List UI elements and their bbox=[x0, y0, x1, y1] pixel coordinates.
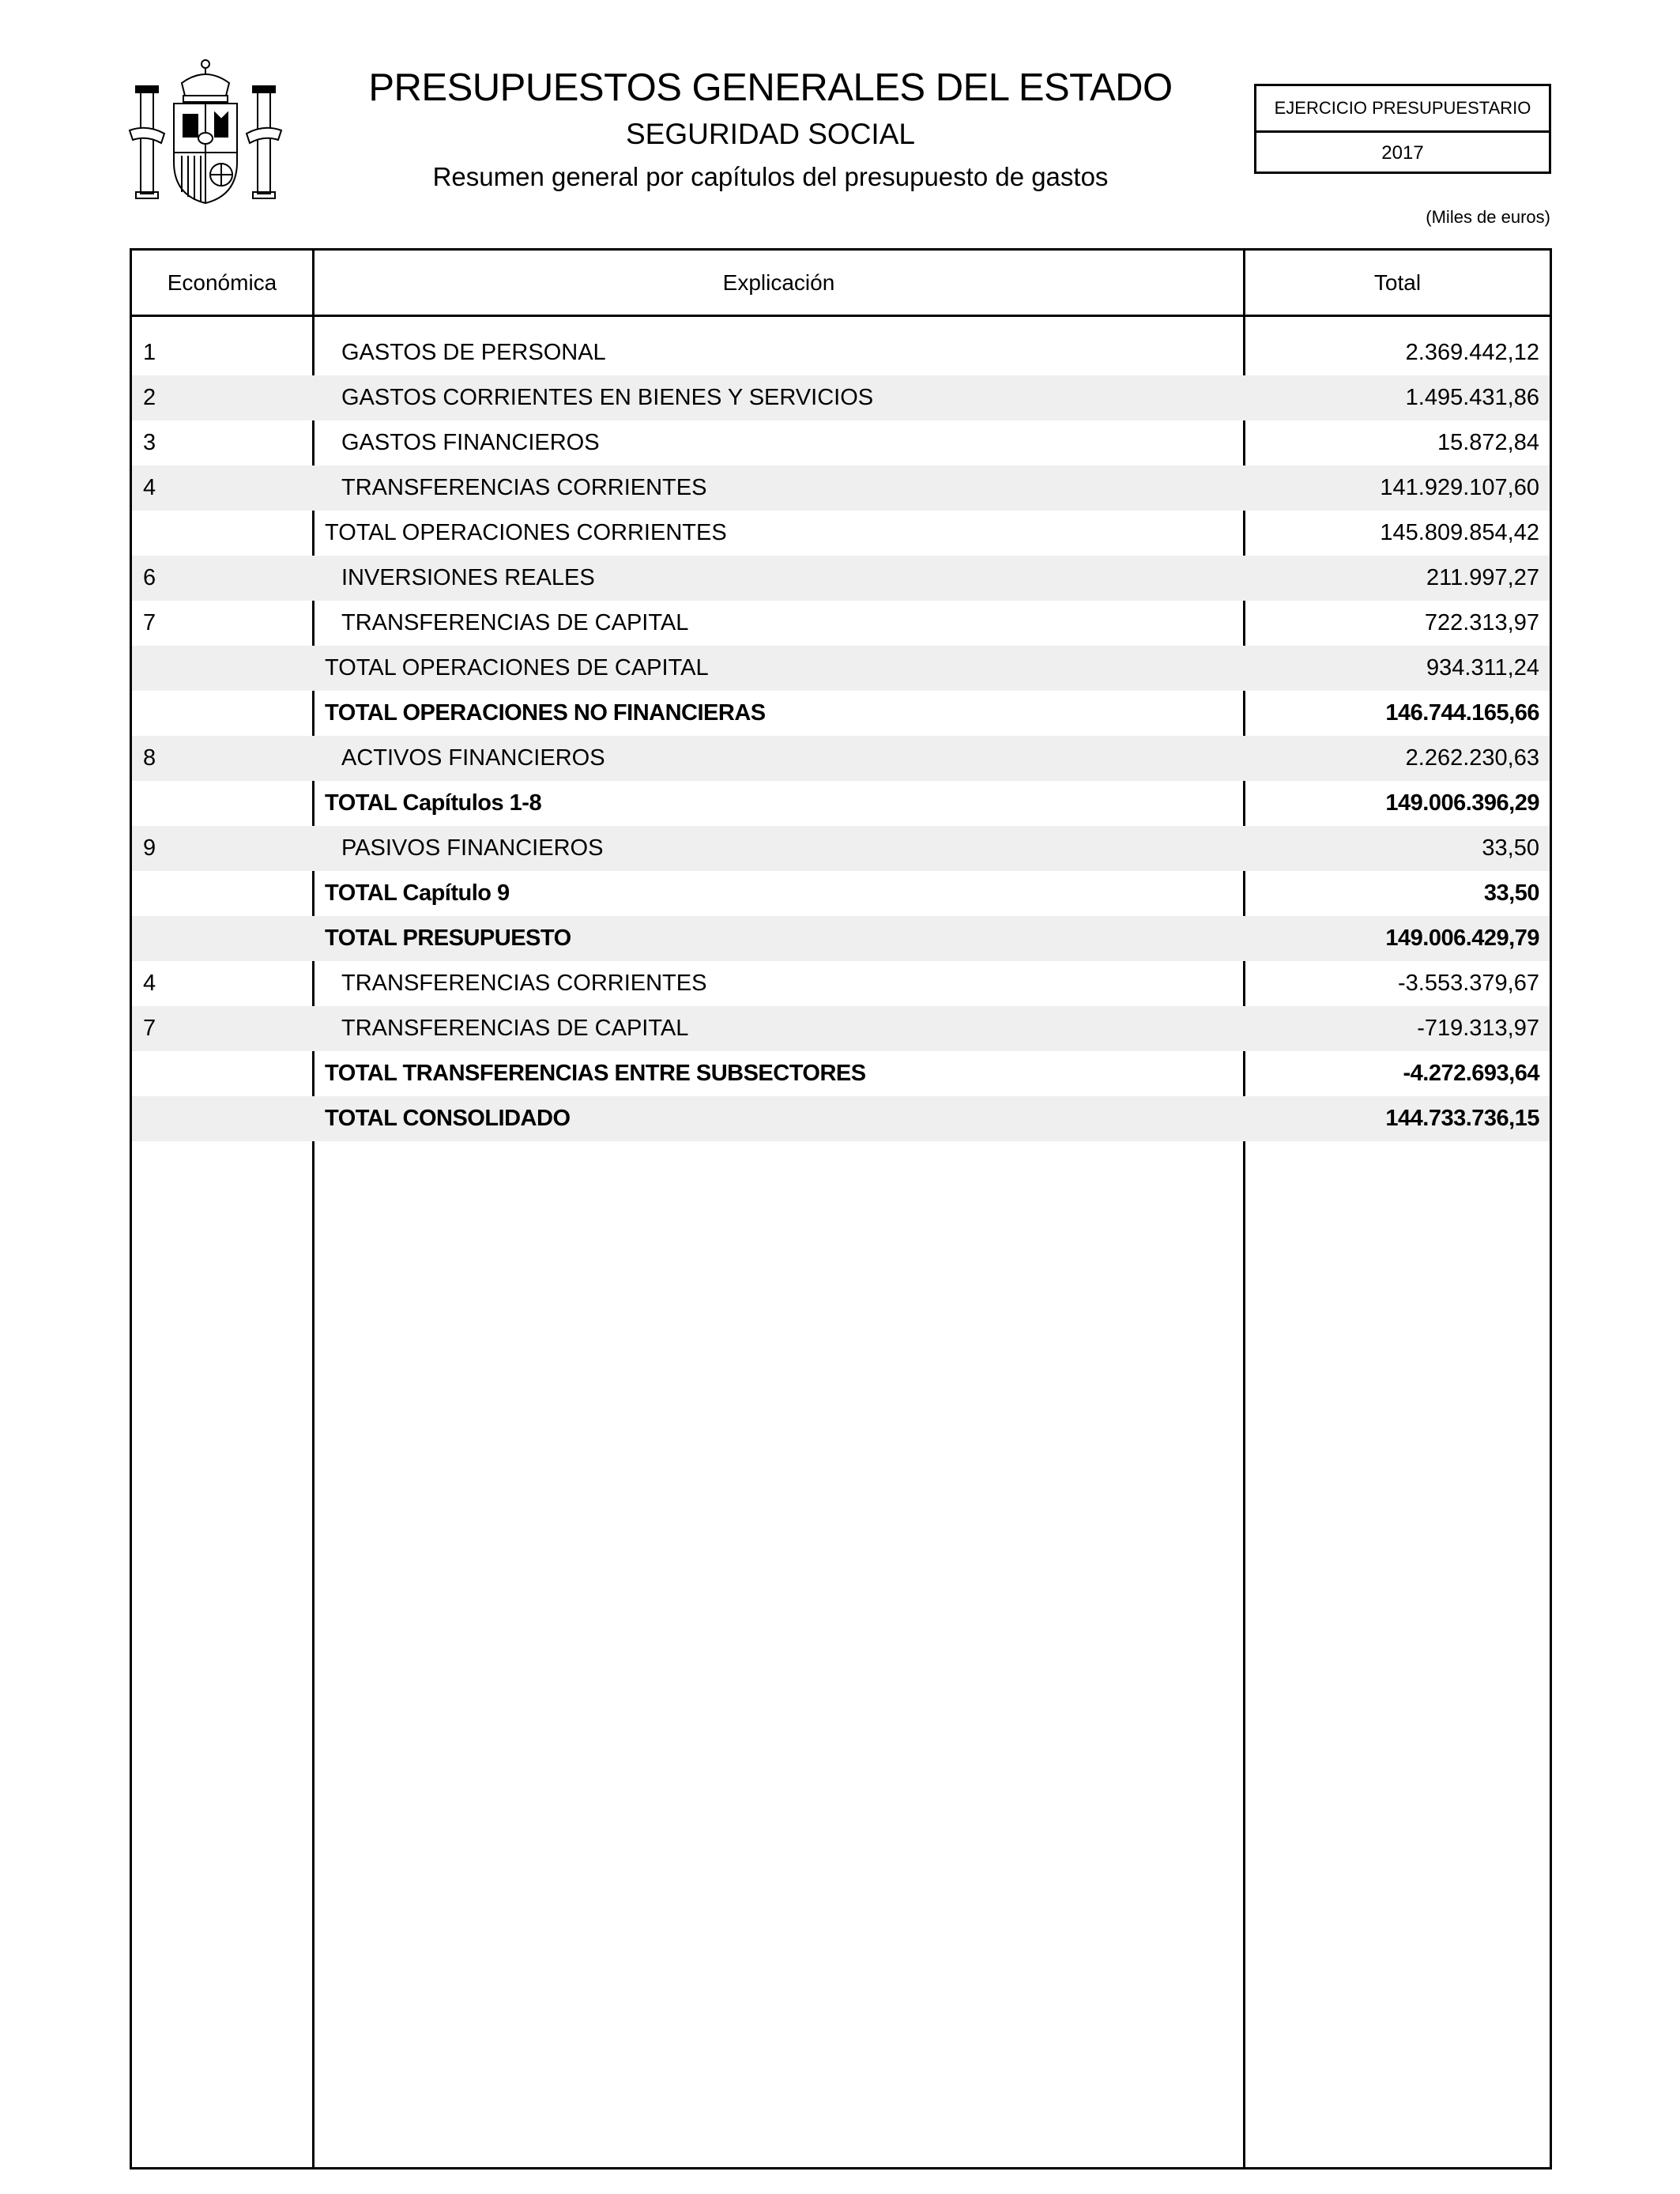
table-row bbox=[132, 511, 1550, 556]
cell-total: 211.997,27 bbox=[1426, 565, 1539, 590]
cell-explicacion: TRANSFERENCIAS CORRIENTES bbox=[341, 971, 707, 996]
cell-economica: 7 bbox=[143, 610, 156, 635]
table-row bbox=[132, 466, 1550, 511]
spain-coat-of-arms-icon bbox=[126, 51, 284, 209]
cell-explicacion: TOTAL Capítulo 9 bbox=[325, 880, 510, 906]
fiscal-year-value: 2017 bbox=[1381, 142, 1424, 164]
cell-economica bbox=[143, 781, 301, 826]
table-row bbox=[132, 691, 1550, 736]
page-subtitle: SEGURIDAD SOCIAL bbox=[626, 118, 915, 150]
cell-total: 1.495.431,86 bbox=[1405, 385, 1539, 410]
cell-total: 2.262.230,63 bbox=[1405, 745, 1539, 771]
cell-explicacion: GASTOS CORRIENTES EN BIENES Y SERVICIOS bbox=[341, 385, 874, 410]
cell-explicacion: INVERSIONES REALES bbox=[341, 565, 595, 590]
cell-total: 149.006.396,29 bbox=[1385, 790, 1539, 816]
cell-economica: 6 bbox=[143, 565, 156, 590]
cell-economica bbox=[143, 916, 301, 961]
table-row bbox=[132, 601, 1550, 646]
cell-explicacion: TOTAL OPERACIONES NO FINANCIERAS bbox=[325, 700, 766, 726]
table-row bbox=[132, 1051, 1550, 1096]
table-row bbox=[132, 1006, 1550, 1051]
cell-explicacion: TOTAL PRESUPUESTO bbox=[325, 925, 571, 951]
cell-economica bbox=[143, 1096, 301, 1141]
cell-explicacion: TRANSFERENCIAS CORRIENTES bbox=[341, 475, 707, 500]
cell-total: 149.006.429,79 bbox=[1385, 925, 1539, 951]
cell-explicacion: ACTIVOS FINANCIEROS bbox=[341, 745, 605, 771]
units-note: (Miles de euros) bbox=[1426, 207, 1550, 227]
cell-explicacion: GASTOS DE PERSONAL bbox=[341, 340, 606, 365]
table-row bbox=[132, 556, 1550, 601]
cell-total: 144.733.736,15 bbox=[1385, 1106, 1539, 1131]
cell-economica: 3 bbox=[143, 430, 156, 455]
cell-economica bbox=[143, 871, 301, 916]
table-row bbox=[132, 330, 1550, 375]
table-row bbox=[132, 646, 1550, 691]
cell-economica: 7 bbox=[143, 1016, 156, 1041]
cell-total: -719.313,97 bbox=[1417, 1016, 1539, 1041]
column-header-explicacion: Explicación bbox=[722, 270, 835, 295]
column-header-total: Total bbox=[1373, 270, 1422, 295]
fiscal-year-label: EJERCICIO PRESUPUESTARIO bbox=[1256, 86, 1549, 133]
cell-economica: 4 bbox=[143, 475, 156, 500]
table-row bbox=[132, 420, 1550, 466]
cell-explicacion: PASIVOS FINANCIEROS bbox=[341, 835, 604, 861]
cell-economica: 4 bbox=[143, 971, 156, 996]
cell-explicacion: TOTAL OPERACIONES DE CAPITAL bbox=[325, 655, 709, 680]
table-row bbox=[132, 375, 1550, 420]
cell-total: -4.272.693,64 bbox=[1403, 1061, 1539, 1086]
cell-total: 146.744.165,66 bbox=[1385, 700, 1539, 726]
cell-economica bbox=[143, 1051, 301, 1096]
cell-economica: 1 bbox=[143, 340, 156, 365]
cell-total: 33,50 bbox=[1482, 835, 1539, 861]
table-header bbox=[132, 251, 1550, 317]
cell-total: 141.929.107,60 bbox=[1380, 475, 1539, 500]
cell-economica: 2 bbox=[143, 385, 156, 410]
cell-explicacion: TRANSFERENCIAS DE CAPITAL bbox=[341, 610, 689, 635]
table-body bbox=[132, 330, 1550, 1141]
cell-economica bbox=[143, 646, 301, 691]
cell-total: 15.872,84 bbox=[1437, 430, 1539, 455]
fiscal-year-box bbox=[1254, 84, 1551, 174]
table-row bbox=[132, 1096, 1550, 1141]
page-title: PRESUPUESTOS GENERALES DEL ESTADO bbox=[368, 66, 1173, 109]
cell-explicacion: TOTAL CONSOLIDADO bbox=[325, 1106, 571, 1131]
cell-total: 934.311,24 bbox=[1426, 655, 1539, 680]
cell-explicacion: TOTAL Capítulos 1-8 bbox=[325, 790, 542, 816]
table-row bbox=[132, 781, 1550, 826]
budget-table bbox=[130, 248, 1552, 2169]
cell-economica: 8 bbox=[143, 745, 156, 771]
cell-total: -3.553.379,67 bbox=[1398, 971, 1539, 996]
cell-total: 145.809.854,42 bbox=[1380, 520, 1539, 545]
cell-economica: 9 bbox=[143, 835, 156, 861]
column-header-economica: Económica bbox=[167, 270, 277, 295]
document-header bbox=[316, 63, 1225, 198]
page-description: Resumen general por capítulos del presupuesto de gastos bbox=[432, 162, 1109, 191]
cell-total: 2.369.442,12 bbox=[1405, 340, 1539, 365]
cell-economica bbox=[143, 511, 301, 556]
cell-total: 722.313,97 bbox=[1424, 610, 1539, 635]
table-row bbox=[132, 961, 1550, 1006]
cell-explicacion: TOTAL TRANSFERENCIAS ENTRE SUBSECTORES bbox=[325, 1061, 866, 1086]
table-row bbox=[132, 826, 1550, 871]
cell-explicacion: GASTOS FINANCIEROS bbox=[341, 430, 600, 455]
cell-total: 33,50 bbox=[1483, 880, 1539, 906]
cell-economica bbox=[143, 691, 301, 736]
table-row bbox=[132, 916, 1550, 961]
cell-explicacion: TOTAL OPERACIONES CORRIENTES bbox=[325, 520, 727, 545]
table-row bbox=[132, 736, 1550, 781]
table-row bbox=[132, 871, 1550, 916]
cell-explicacion: TRANSFERENCIAS DE CAPITAL bbox=[341, 1016, 689, 1041]
